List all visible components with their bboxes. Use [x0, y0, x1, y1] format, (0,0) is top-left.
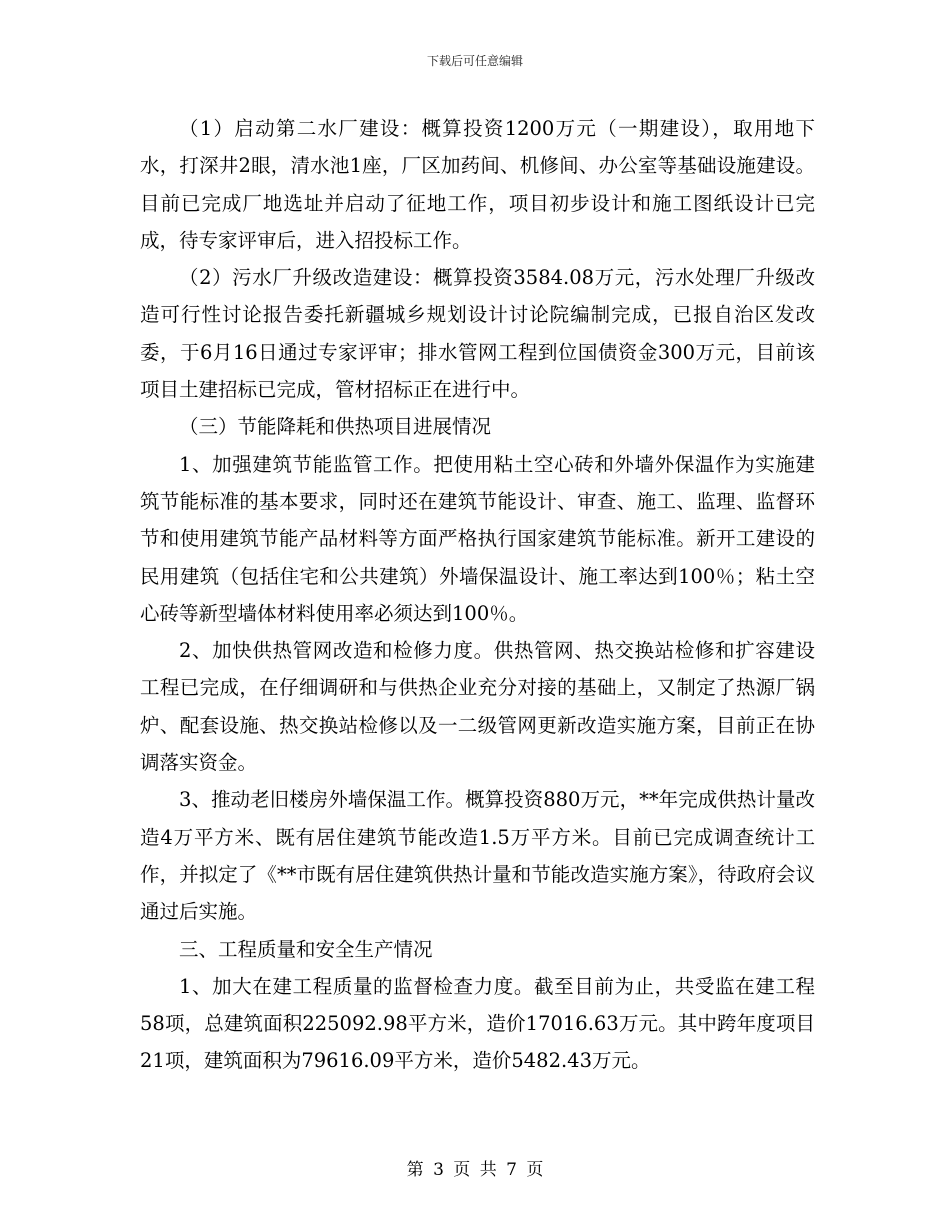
section-heading: 三、工程质量和安全生产情况	[179, 937, 433, 961]
paragraph: 1、加强建筑节能监管工作。把使用粘土空心砖和外墙外保温作为实施建筑节能标准的基本要求，同时还在建筑节能设计、审查、施工、监理、监督环节和使用建筑节能产品材料等方面严格执行国家建筑节能标准。新开工建设的民用建筑（包括住宅和公共建筑）外墙保温设计、施工率达到100％；粘土空心砖等新型墙体材料使用率必须达到100％。	[140, 452, 815, 625]
paragraph: （2）污水厂升级改造建设：概算投资3584.08万元，污水处理厂升级改造可行性讨论报告委托新疆城乡规划设计讨论院编制完成，已报自治区发改委，于6月16日通过专家评审；排水管网工程到位国债资金300万元，目前该项目土建招标已完成，管材招标正在进行中。	[140, 266, 815, 402]
paragraph: （1）启动第二水厂建设：概算投资1200万元（一期建设），取用地下水，打深井2眼，清水池1座，厂区加药间、机修间、办公室等基础设施建设。目前已完成厂地选址并启动了征地工作，项目初步设计和施工图纸设计已完成，待专家评审后，进入招投标工作。	[140, 117, 815, 252]
paragraph: 2、加快供热管网改造和检修力度。供热管网、热交换站检修和扩容建设工程已完成，在仔细调研和与供热企业充分对接的基础上，又制定了热源厂锅炉、配套设施、热交换站检修以及一二级管网更新改造实施方案，目前正在协调落实资金。	[140, 639, 815, 775]
document-body	[140, 110, 815, 1080]
page-header: 下载后可任意编辑	[426, 54, 523, 68]
paragraph: 1、加大在建工程质量的监督检查力度。截至目前为止，共受监在建工程58项，总建筑面积225092.98平方米，造价17016.63万元。其中跨年度项目21项，建筑面积为79616.09平方米，造价5482.43万元。	[140, 974, 815, 1073]
section-heading: （三）节能降耗和供热项目进展情况	[179, 415, 492, 439]
paragraph: 3、推动老旧楼房外墙保温工作。概算投资880万元，**年完成供热计量改造4万平方米、既有居住建筑节能改造1.5万平方米。目前已完成调查统计工作，并拟定了《**市既有居住建筑供热计量和节能改造实施方案》，待政府会议通过后实施。	[140, 788, 815, 924]
page-number: 第 3 页 共 7 页	[406, 1160, 544, 1180]
